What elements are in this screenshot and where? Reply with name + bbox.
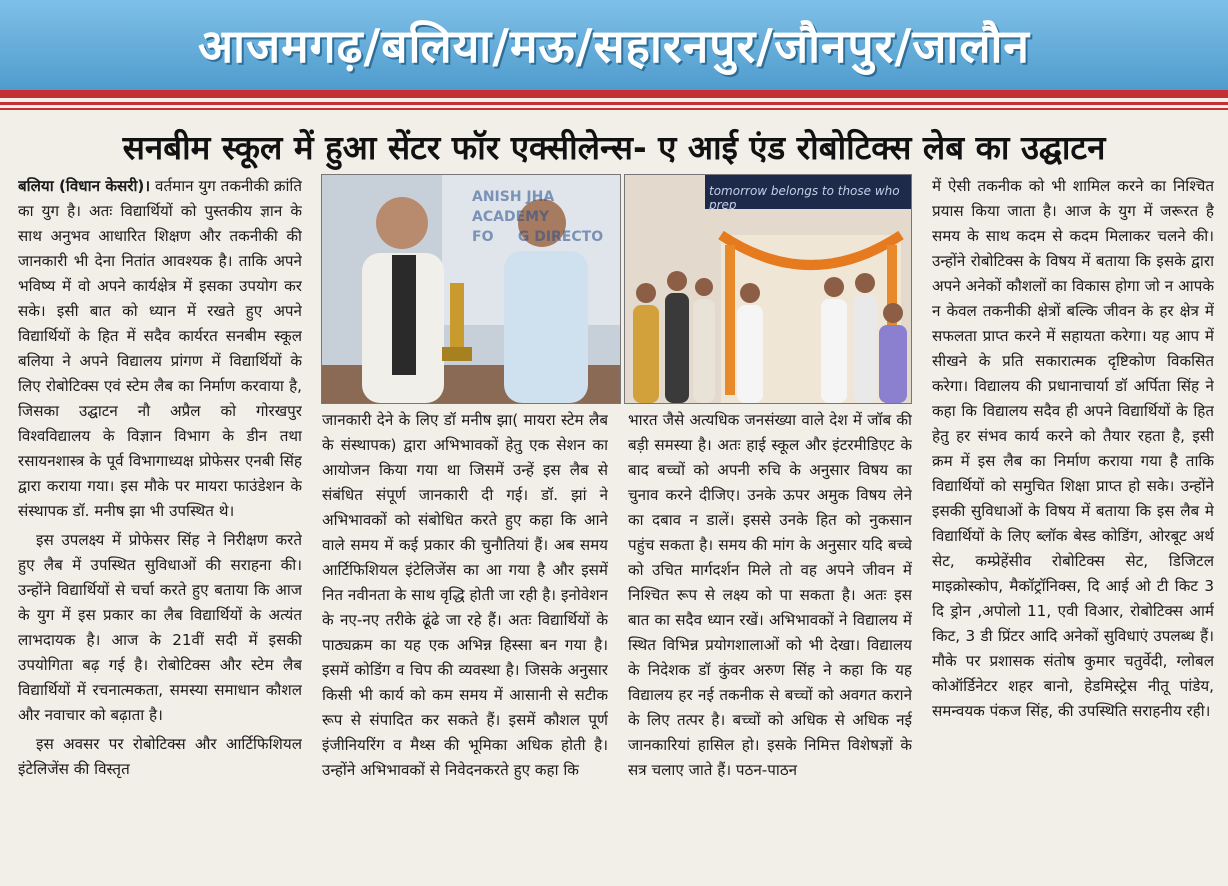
article-column-3 bbox=[628, 408, 912, 880]
section-banner bbox=[0, 0, 1228, 98]
photo-backdrop-text: ANISH JHA ACADEMY FO G DIRECTO bbox=[472, 189, 604, 245]
article-paragraph: इस उपलक्ष्य में प्रोफेसर सिंह ने निरीक्षण करते हुए लैब में उपस्थित सुविधाओं की सराहना की। उन्होंने विद्यार्थियों से चर्चा करते हुए बताया कि आज के युग में इस प्रकार का लैब विद्यार्थियों के अत्यंत लाभदायक है। आज के 21वीं सदी में इसकी उपयोगिता बढ़ गई है। रोबोटिक्स और स्टेम लैब विद्यार्थियों में रचनात्मकता, समस्या समाधान कौशल और नवाचार को बढ़ाता है। bbox=[18, 531, 302, 724]
photo-banner-text: tomorrow belongs to those who prep bbox=[709, 184, 900, 212]
article-text: वर्तमान युग तकनीकी क्रांति का युग है। अतः विद्यार्थियों को पुस्तकीय ज्ञान के साथ अनुभव आधारित शिक्षण और तकनीकी की जानकारी भी देना नितांत आवश्यक है। ताकि अपने भविष्य में वो अपने कार्यक्षेत्र में इसका उपयोग कर सके। इसी बात को ध्यान में रखते हुए अपने विद्यार्थियों के हित में सदैव कार्यरत सनबीम स्कूल बलिया ने अपने विद्यालय प्रांगण में विद्यार्थियों के लिए रोबोटिक्स एवं स्टेम लैब का निर्माण करवाया है, जिसका उद्घाटन नौ अप्रैल को गोरखपुर विश्वविद्यालय के विज्ञान विभाग के डीन तथा रसायनशास्त्र के पूर्व विभागाध्यक्ष प्रोफेसर एनबी सिंह द्वारा कराया गया। इस मौके पर मायरा फाउंडेशन के संस्थापक डॉ. मनीष झा भी उपस्थित थे। bbox=[18, 177, 302, 520]
article-column-1 bbox=[18, 174, 302, 880]
article-byline: बलिया (विधान केसरी)। bbox=[18, 177, 151, 195]
article-paragraph bbox=[18, 174, 302, 524]
article-headline: सनबीम स्कूल में हुआ सेंटर फॉर एक्सीलेन्स- ए आई एंड रोबोटिक्स लेब का उद्घाटन bbox=[122, 128, 1106, 167]
banner-title: आजमगढ़/बलिया/मऊ/सहारनपुर/जौनपुर/जालौन bbox=[198, 19, 1030, 73]
article-paragraph: में ऐसी तकनीक को भी शामिल करने का निश्चित प्रयास किया जाता है। आज के युग में जरूरत है समय के साथ कदम से कदम मिलाकर चलने की। उन्होंने रोबोटिक्स के विषय में बताया कि इसके द्वारा अपने अनेकों कौशलों का विकास होगा जो न आपके न केवल तकनीकी क्षेत्रों बल्कि जीवन के हर क्षेत्र में सफलता प्राप्त करने में सहायता करेगा। यह आप में सीखने के प्रति सकारात्मक दृष्टिकोण विकसित करेगा। विद्यालय की प्रधानाचार्या डॉ अर्पिता सिंह ने कहा कि विद्यालय सदैव ही अपने विद्यार्थियों के हित हेतु हर संभव कार्य करने को तैयार रहता है, इसी क्रम में इस लैब का निर्माण कराया गया है ताकि विद्यार्थियों को समुचित शिक्षा प्राप्त हो सके। उन्होंने इसकी सुविधाओं के विषय में बताया कि इस लैब मे विद्यार्थियों के लिए ब्लॉक बेस्ड कोडिंग, ओरबूट अर्थ सेट, कम्प्रेहेंसीव रोबोटिक्स सेट, डिजिटल माइक्रोस्कोप, मैकॉट्रॉनिक्स, दि आई ओ टी किट 3 दि ड्रोन ,अपोलो 11, एवी विआर, रोबोटिक्स आर्म किट, 3 डी प्रिंटर आदि अनेकों सुविधाएं उपलब्ध हैं। मौके पर प्रशासक संतोष कुमार चतुर्वेदी, ग्लोबल कोऑर्डिनेटर शहर बानो, हेडमिस्ट्रेस नीतू पांडेय, समन्वयक पंकज सिंह, की उपस्थिति सराहनीय रही। bbox=[932, 177, 1214, 720]
article-column-2 bbox=[322, 408, 608, 880]
article-column-4 bbox=[932, 174, 1214, 880]
divider-rule bbox=[0, 108, 1228, 110]
photo-award-presentation bbox=[321, 174, 621, 404]
article-paragraph: भारत जैसे अत्यधिक जनसंख्या वाले देश में जॉब की बड़ी समस्या है। अतः हाई स्कूल और इंटरमीडिएट के बाद बच्चों को अपनी रुचि के अनुसार विषय का चुनाव करने दीजिए। उनके ऊपर अमुक विषय लेने का दबाव न डालें। इससे उनके हित को नुकसान पहुंच सकता है। समय की मांग के अनुसार यदि बच्चे को उचित मार्गदर्शन मिले तो वह अपने जीवन में निश्चित रूप से लक्ष्य को पा सकता है। अतः इस बात का सदैव ध्यान रखें। अभिभावकों ने विद्यालय में स्थित विभिन्न प्रयोगशालाओं को भी देखा। विद्यालय के निदेशक डॉ कुंवर अरुण सिंह ने कहा कि यह विद्यालय हर नई तकनीक से बच्चों को अवगत कराने के लिए तत्पर है। बच्चों को अधिक से अधिक नई जानकारियां हासिल हो। इसके निमित्त विशेषज्ञों के सत्र चलाए जाते हैं। पठन-पाठन bbox=[628, 411, 912, 779]
article-paragraph: इस अवसर पर रोबोटिक्स और आर्टिफिशियल इंटेलिजेंस की विस्तृत bbox=[18, 735, 302, 778]
article-paragraph: जानकारी देने के लिए डॉ मनीष झा( मायरा स्टेम लैब के संस्थापक) द्वारा अभिभावकों हेतु एक सेशन का आयोजन किया गया था जिसमें उन्हें इस लैब से संबंधित संपूर्ण जानकारी दी गई। डॉ. झां ने अभिभावकों को संबोधित करते हुए कहा कि आने वाले समय में कई प्रकार की चुनौतियां हैं। अब समय आर्टिफिशियल इंटेलिजेंस का आ गया है और इसमें नित नवीनता के साथ वृद्धि होती जा रही है। इनोवेशन के नए-नए तरीके ढूंढे जा रहे हैं। अतः विद्यार्थियों के पाठ्यक्रम का यह एक अभिन्न हिस्सा बन गया है। इसमें कोडिंग व चिप की व्यवस्था है। जिसके अनुसार किसी भी कार्य को कम समय में आसानी से सटीक रूप से संपादित कर सकते हैं। इसमें कौशल पूर्ण इंजीनियरिंग व मैथ्स की भूमिका अधिक होती है। उन्होंने अभिभावकों से निवेदनकरते हुए कहा कि bbox=[322, 411, 608, 779]
photo-lab-inauguration bbox=[624, 174, 912, 404]
divider-rule bbox=[0, 102, 1228, 105]
